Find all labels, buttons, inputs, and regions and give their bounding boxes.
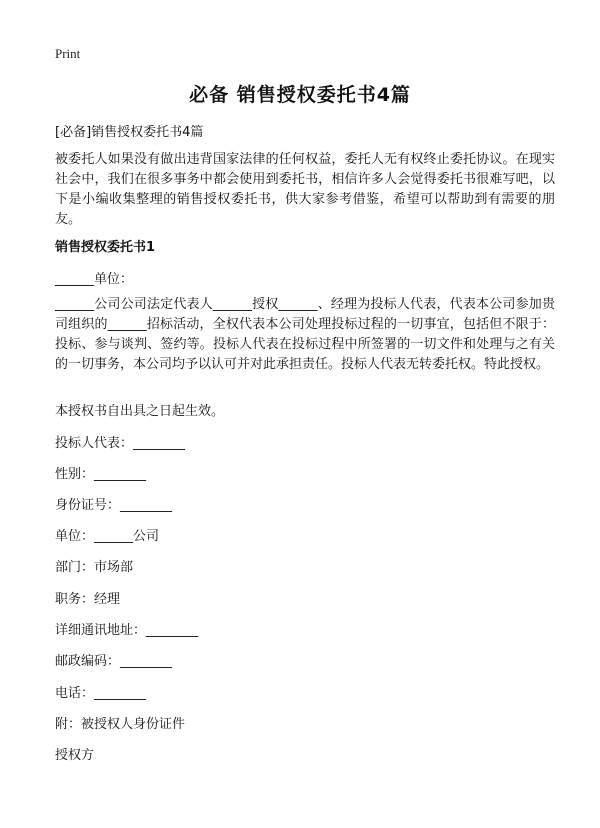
print-link[interactable]: Print [55, 46, 81, 61]
field-id-number: 身份证号：________ [55, 498, 173, 513]
field-attachment: 附：被授权人身份证件 [55, 717, 186, 732]
field-postal-code: 邮政编码：________ [55, 654, 173, 669]
intro-paragraph: 被委托人如果没有做出违背国家法律的任何权益，委托人无有权终止委托协议。在现实社会中，我们在很多事务中都会使用到委托书，相信许多人会觉得委托书很难写吧，以下是小编收集整理的销售授权委托书，供大家参考借鉴，希望可以帮助到有需要的朋友。 [55, 152, 555, 227]
field-position: 职务：经理 [55, 592, 121, 607]
subtitle: [必备]销售授权委托书4篇 [55, 125, 204, 140]
field-department: 部门：市场部 [55, 560, 134, 575]
field-grantor: 授权方 [55, 748, 95, 763]
section-heading: 销售授权委托书1 [55, 240, 156, 255]
field-address: 详细通讯地址：________ [55, 623, 199, 638]
field-unit: 单位：______公司 [55, 529, 160, 544]
field-representative: 投标人代表：________ [55, 436, 186, 451]
unit-line: ______单位： [55, 272, 134, 287]
effective-statement: 本授权书自出具之日起生效。 [55, 404, 225, 419]
field-gender: 性别：________ [55, 467, 147, 482]
page-title: 必备 销售授权委托书4篇 [189, 84, 411, 106]
field-phone: 电话：________ [55, 686, 147, 701]
authorization-paragraph: ______公司公司法定代表人______授权______、经理为投标人代表，代表本公司参加贵司组织的______招标活动，全权代表本公司处理投标过程的一切事宜，包括但不限于：投标、参与谈判、签约等。投标人代表在投标过程中所签署的一切文件和处理与之有关的一切事务，本公司均予以认可并对此承担责任。投标人代表无转委托权。特此授权。 [55, 297, 555, 372]
